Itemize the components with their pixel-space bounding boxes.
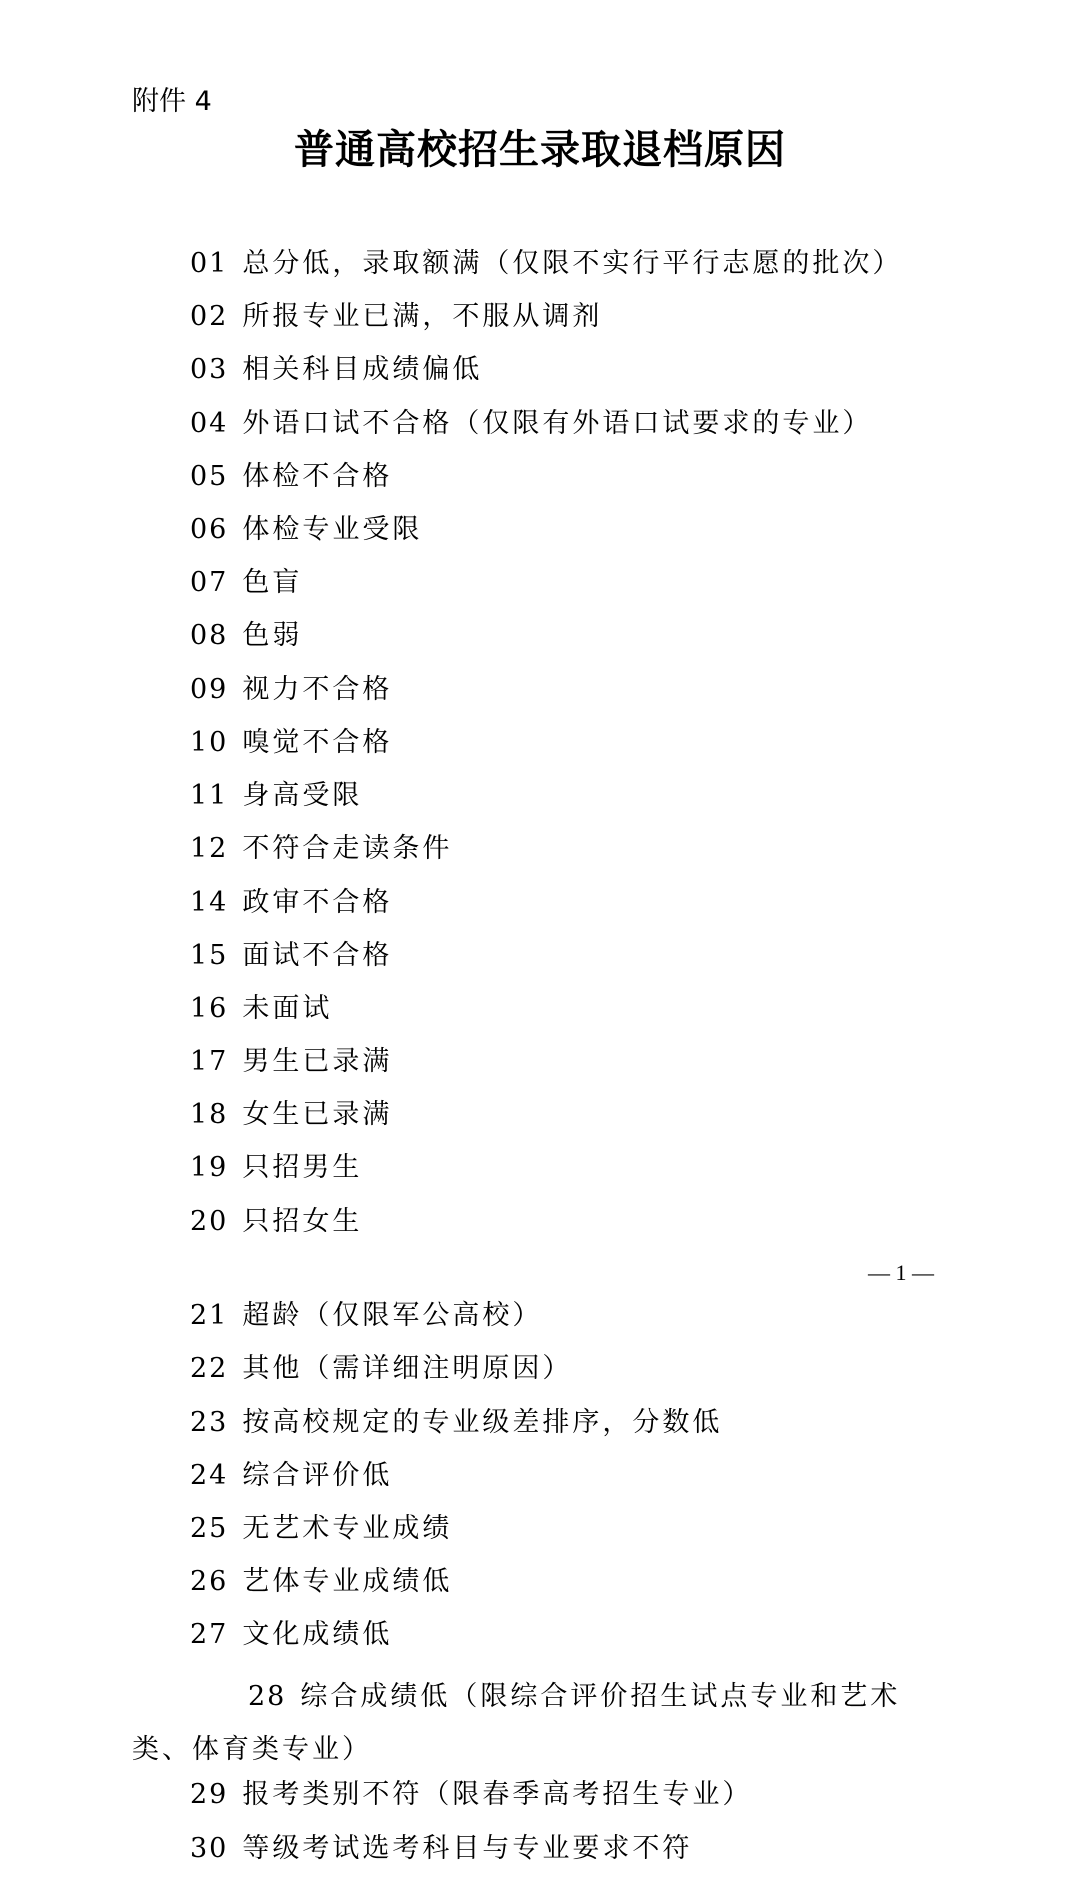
reason-code: 30 bbox=[190, 1833, 229, 1864]
reason-item bbox=[190, 1150, 362, 1186]
reason-text: 女生已录满 bbox=[242, 1099, 393, 1130]
reason-item bbox=[190, 778, 362, 814]
reason-item bbox=[190, 885, 392, 921]
reason-code: 29 bbox=[190, 1779, 229, 1810]
reason-item bbox=[190, 1044, 392, 1080]
reason-item bbox=[190, 1564, 452, 1600]
reason-text: 不符合走读条件 bbox=[242, 833, 453, 864]
reason-text: 总分低，录取额满（仅限不实行平行志愿的批次） bbox=[242, 248, 903, 279]
reason-text: 只招男生 bbox=[242, 1152, 363, 1183]
reason-item bbox=[190, 1405, 722, 1441]
reason-item bbox=[190, 352, 482, 388]
reason-text: 其他（需详细注明原因） bbox=[242, 1353, 573, 1384]
reason-code: 25 bbox=[190, 1513, 229, 1544]
reason-code: 14 bbox=[190, 887, 229, 918]
reason-text: 无艺术专业成绩 bbox=[242, 1513, 453, 1544]
reason-code: 18 bbox=[190, 1099, 229, 1130]
reason-item bbox=[190, 1204, 362, 1240]
reason-code: 12 bbox=[190, 833, 229, 864]
reason-text: 嗅觉不合格 bbox=[242, 727, 393, 758]
reason-item bbox=[190, 1511, 452, 1547]
reason-text: 色弱 bbox=[242, 620, 303, 651]
reason-code: 17 bbox=[190, 1046, 229, 1077]
reason-text: 相关科目成绩偏低 bbox=[242, 354, 483, 385]
reason-text: 身高受限 bbox=[242, 780, 363, 811]
reason-text: 按高校规定的专业级差排序，分数低 bbox=[242, 1407, 723, 1438]
page-number: — 1 — bbox=[868, 1260, 934, 1285]
reason-text: 综合成绩低（限综合评价招生试点专业和艺术类、体育类专业） bbox=[132, 1681, 901, 1765]
reason-code: 11 bbox=[190, 780, 229, 811]
reason-item bbox=[190, 831, 452, 867]
reason-code: 19 bbox=[190, 1152, 229, 1183]
reason-code: 06 bbox=[190, 514, 229, 545]
reason-text: 综合评价低 bbox=[242, 1460, 393, 1491]
reason-item bbox=[190, 725, 392, 761]
reason-text: 面试不合格 bbox=[242, 940, 393, 971]
reason-text: 男生已录满 bbox=[242, 1046, 393, 1077]
reason-code: 24 bbox=[190, 1460, 229, 1491]
reason-item bbox=[190, 1617, 392, 1653]
reason-item bbox=[190, 618, 302, 654]
reason-text: 只招女生 bbox=[242, 1206, 363, 1237]
reason-code: 04 bbox=[190, 408, 229, 439]
reason-code: 03 bbox=[190, 354, 229, 385]
reason-code: 01 bbox=[190, 248, 229, 279]
reason-item bbox=[190, 1097, 392, 1133]
reason-text: 未面试 bbox=[242, 993, 333, 1024]
reason-code: 21 bbox=[190, 1300, 229, 1331]
document-title: 普通高校招生录取退档原因 bbox=[294, 126, 786, 173]
reason-code: 27 bbox=[190, 1619, 229, 1650]
reason-item bbox=[190, 1458, 392, 1494]
reason-item bbox=[190, 565, 302, 601]
reason-code: 07 bbox=[190, 567, 229, 598]
reason-code: 26 bbox=[190, 1566, 229, 1597]
reason-item bbox=[190, 1298, 542, 1334]
reason-code: 02 bbox=[190, 301, 229, 332]
reason-item bbox=[190, 299, 602, 335]
reason-item bbox=[190, 246, 902, 282]
reason-item bbox=[190, 991, 332, 1027]
attachment-label: 附件 4 bbox=[132, 86, 212, 117]
reason-item bbox=[190, 406, 872, 442]
reason-text: 体检不合格 bbox=[242, 461, 393, 492]
reason-text: 体检专业受限 bbox=[242, 514, 423, 545]
reason-item bbox=[190, 1351, 572, 1387]
reason-text: 外语口试不合格（仅限有外语口试要求的专业） bbox=[242, 408, 873, 439]
reason-code: 10 bbox=[190, 727, 229, 758]
reason-code: 08 bbox=[190, 620, 229, 651]
reason-text: 等级考试选考科目与专业要求不符 bbox=[242, 1833, 693, 1864]
reason-item bbox=[132, 1670, 922, 1776]
reason-text: 超龄（仅限军公高校） bbox=[242, 1300, 543, 1331]
reason-item bbox=[190, 938, 392, 974]
reason-text: 报考类别不符（限春季高考招生专业） bbox=[242, 1779, 753, 1810]
reason-code: 23 bbox=[190, 1407, 229, 1438]
reason-item bbox=[190, 672, 392, 708]
reason-code: 22 bbox=[190, 1353, 229, 1384]
reason-text: 色盲 bbox=[242, 567, 303, 598]
reason-code: 16 bbox=[190, 993, 229, 1024]
reason-item bbox=[190, 1831, 692, 1867]
reason-text: 所报专业已满，不服从调剂 bbox=[242, 301, 603, 332]
reason-code: 20 bbox=[190, 1206, 229, 1237]
reason-text: 政审不合格 bbox=[242, 887, 393, 918]
reason-code: 05 bbox=[190, 461, 229, 492]
reason-text: 文化成绩低 bbox=[242, 1619, 393, 1650]
reason-text: 艺体专业成绩低 bbox=[242, 1566, 453, 1597]
reason-code: 28 bbox=[248, 1681, 287, 1712]
reason-text: 视力不合格 bbox=[242, 674, 393, 705]
reason-item bbox=[190, 512, 422, 548]
reason-code: 09 bbox=[190, 674, 229, 705]
reason-code: 15 bbox=[190, 940, 229, 971]
reason-item bbox=[190, 459, 392, 495]
reason-item bbox=[190, 1777, 752, 1813]
